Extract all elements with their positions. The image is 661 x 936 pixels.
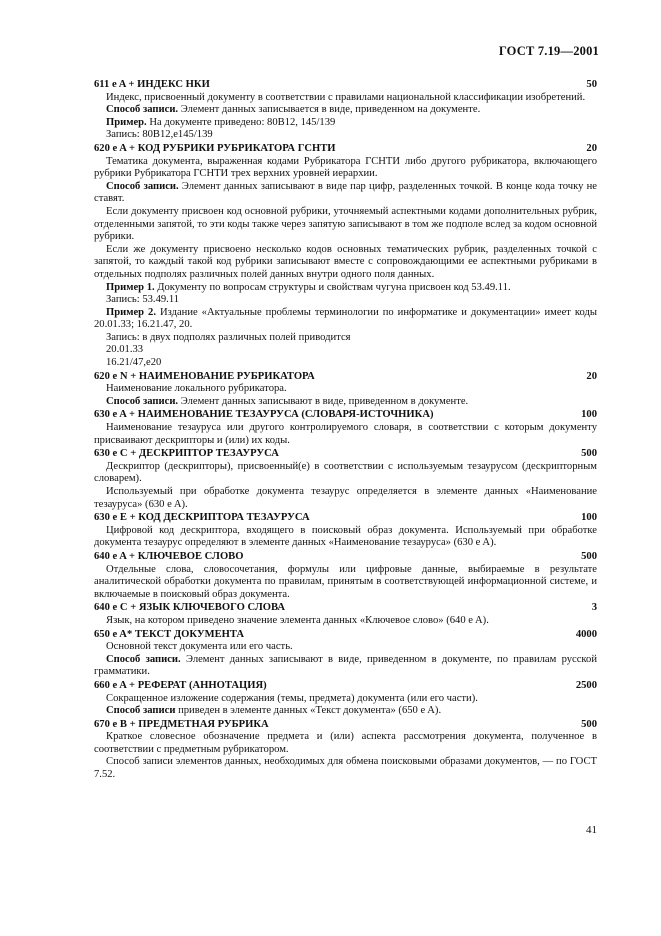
entry-heading [94,371,597,384]
data-element-entry [94,629,597,679]
entry-paragraph [94,731,597,756]
entry-code-title: 630 e E + КОД ДЕСКРИПТОРА ТЕЗАУРУСА [94,512,310,524]
data-element-entry [94,79,597,142]
entry-heading [94,448,597,461]
entry-code-title: 650 e A* ТЕКСТ ДОКУМЕНТА [94,628,245,640]
entry-max-length: 500 [581,718,597,730]
entry-heading [94,409,597,422]
entry-code-title: 630 e C + ДЕСКРИПТОР ТЕЗАУРУСА [94,448,279,460]
data-element-entry [94,448,597,511]
entry-paragraph [94,564,597,602]
paragraph-text: Если документу присвоен код основной рубрики, уточняемый аспектными кодами дополнительных рубрик, отделенными запятой, то эти коды также через запятую записывают в том же подполе вслед за кодом основной рубрики. [94,205,597,243]
entry-paragraph [94,344,597,357]
paragraph-lead-bold: Способ записи. [106,104,179,116]
data-element-entry [94,602,597,627]
paragraph-lead-bold: Пример 1. [106,281,155,293]
data-element-entry [94,512,597,550]
entry-code-title: 640 e A + КЛЮЧЕВОЕ СЛОВО [94,550,244,562]
entry-max-length: 50 [586,79,597,90]
entry-code-title: 670 e B + ПРЕДМЕТНАЯ РУБРИКА [94,718,269,730]
paragraph-text: Запись: 80B12,e145/139 [106,129,213,141]
entry-heading [94,602,597,615]
entry-heading [94,680,597,693]
paragraph-text: Запись: в двух подполях различных полей приводится [106,331,351,343]
entry-paragraph [94,461,597,486]
paragraph-text: 16.21/47,e20 [106,357,162,369]
paragraph-text: Краткое словесное обозначение предмета и (или) аспекта рассмотрения документа, полученное в соответствии с предметным рубрикатором. [94,731,597,755]
paragraph-text: Индекс, присвоенный документу в соответствии с правилами национальной классификации изобретений. [106,91,586,103]
paragraph-text: Издание «Актуальные проблемы терминологии по информатике и документации» имеет коды 20.01.33; 16.21.47, 20. [94,306,598,331]
entry-paragraph [94,244,597,282]
entry-heading [94,551,597,564]
paragraph-text: Запись: 53.49.11 [106,294,180,306]
entry-max-length: 3 [591,602,597,614]
entry-paragraph [94,357,597,370]
paragraph-text: Наименование тезауруса или другого контролируемого словаря, в соответствии с которым документу присваивают дескрипторы и (или) их коды. [94,422,597,446]
entry-heading [94,143,597,156]
data-element-entry [94,551,597,601]
entry-max-length: 500 [581,550,597,562]
paragraph-lead-bold: Способ записи. [106,180,179,192]
paragraph-text: Наименование локального рубрикатора. [106,383,287,395]
entry-paragraph [94,615,597,628]
paragraph-text: Цифровой код дескриптора, входящего в поисковый образ документа. Используемый при обработке документа тезаурус определяют в элементе данных «Наименование тезауруса» (630 e A). [94,524,597,549]
entry-paragraph [94,383,597,396]
paragraph-text: приведен в элементе данных «Текст документа» (650 e A). [175,705,442,717]
entry-max-length: 500 [581,448,597,460]
entry-paragraph [94,525,597,550]
paragraph-text: Тематика документа, выраженная кодами Рубрикатора ГСНТИ либо другого рубрикатора, включающего рубрики Рубрикатора ГСНТИ трех верхних уровней иерархии. [94,155,597,180]
paragraph-text: Отдельные слова, словосочетания, формулы или цифровые данные, выбираемые в результате аналитической обработки документа по правилам, принятым в соответствующей информационной системе, и включаемые в поисковый образ документа. [94,563,597,600]
paragraph-lead-bold: Пример. [106,116,147,128]
entry-max-length: 100 [581,512,597,524]
document-body [94,78,597,782]
entry-paragraph [94,422,597,447]
paragraph-text: 20.01.33 [106,344,144,356]
page-header-title: ГОСТ 7.19—2001 [498,44,599,58]
data-element-entry [94,719,597,782]
entry-heading [94,512,597,525]
paragraph-text: Если же документу присвоено несколько кодов основных тематических рубрик, разделенных точкой с запятой, то каждый такой код рубрики записывают вместе с сопровождающими ее аспектными рубриками в отдельных подполях различных полей данных внутри одного поля данных. [94,243,597,280]
entry-max-length: 20 [586,142,597,154]
entry-paragraph [94,294,597,307]
entry-paragraph [94,307,597,332]
paragraph-lead-bold: Способ записи. [106,395,179,407]
paragraph-lead-bold: Способ записи. [106,653,181,665]
entry-paragraph [94,332,597,345]
paragraph-text: Элемент данных записывают в виде, приведенном в документе, по правилам русской грамматики. [94,653,598,678]
paragraph-text: Элемент данных записывают в виде, приведенном в документе. [178,395,469,407]
entry-max-length: 2500 [575,679,597,691]
paragraph-text: Язык, на котором приведено значение элемента данных «Ключевое слово» (640 e A). [106,614,489,626]
entry-code-title: 620 e N + НАИМЕНОВАНИЕ РУБРИКАТОРА [94,370,315,382]
entry-paragraph [94,104,597,117]
data-element-entry [94,680,597,718]
entry-paragraph [94,641,597,654]
entry-paragraph [94,654,597,679]
data-element-entry [94,143,597,370]
entry-paragraph [94,282,597,295]
entry-heading [94,79,597,92]
entry-heading [94,719,597,732]
entry-max-length: 100 [581,409,597,421]
paragraph-text: Элемент данных записывается в виде, приведенном на документе. [178,104,481,116]
entry-code-title: 630 e A + НАИМЕНОВАНИЕ ТЕЗАУРУСА (СЛОВАРЯ-ИСТОЧНИКА) [94,409,434,421]
paragraph-text: Способ записи элементов данных, необходимых для обмена поисковыми образами документов, — по ГОСТ 7.52. [94,756,597,781]
entry-max-length: 4000 [575,628,597,640]
paragraph-text: Дескриптор (дескрипторы), присвоенный(е) в соответствии с используемым тезаурусом (дескрипторным словарем). [94,460,597,485]
entry-code-title: 620 e A + КОД РУБРИКИ РУБРИКАТОРА ГСНТИ [94,142,336,154]
entry-code-title: 640 e C + ЯЗЫК КЛЮЧЕВОГО СЛОВА [94,602,286,614]
paragraph-text: Документу по вопросам структуры и свойствам чугуна присвоен код 53.49.11. [154,281,511,293]
entry-code-title: 660 e A + РЕФЕРАТ (АННОТАЦИЯ) [94,679,267,691]
paragraph-lead-bold: Пример 2. [106,306,156,318]
entry-code-title: 611 e A + ИНДЕКС НКИ [94,79,210,90]
paragraph-text: Основной текст документа или его часть. [106,641,293,653]
entry-paragraph [94,396,597,409]
data-element-entry [94,409,597,447]
entry-paragraph [94,693,597,706]
entry-paragraph [94,129,597,142]
paragraph-text: Используемый при обработке документа тезаурус определяется в элементе данных «Наименование тезауруса» (630 e A). [94,486,597,510]
paragraph-lead-bold: Способ записи [106,705,176,717]
paragraph-text: Сокращенное изложение содержания (темы, предмета) документа (или его части). [106,692,478,704]
entry-max-length: 20 [586,370,597,382]
entry-heading [94,629,597,642]
data-element-entry [94,371,597,409]
paragraph-text: Элемент данных записывают в виде пар цифр, разделенных точкой. В конце кода точку не ставят. [94,180,597,205]
entry-paragraph [94,756,597,781]
entry-paragraph [94,206,597,244]
entry-paragraph [94,486,597,511]
paragraph-text: На документе приведено: 80B12, 145/139 [146,116,336,128]
entry-paragraph [94,705,597,718]
page-number: 41 [586,824,597,836]
entry-paragraph [94,92,597,105]
entry-paragraph [94,117,597,130]
entry-paragraph [94,181,597,206]
entry-paragraph [94,156,597,181]
